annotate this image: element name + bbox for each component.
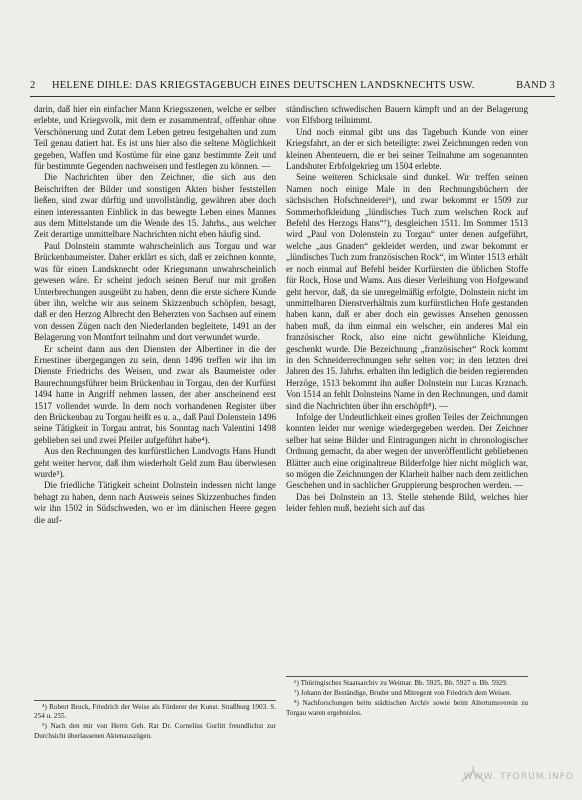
footnote: ⁵) Nach den mir von Herrn Geh. Rat Dr. Cornelius Gurlitt freundlichst zur Durchsicht überlassenen Aktenauszügen. [34, 722, 276, 740]
paragraph: Die friedliche Tätigkeit scheint Dolnstein indessen nicht lange behagt zu haben, denn nach Ausweis seines Skizzenbuches finden wir ihn 1502 in Südschweden, wo er im dänischen Heere gegen die auf- [34, 480, 276, 525]
paragraph: Er scheint dann aus den Diensten der Albertiner in die der Ernestiner übergegangen zu sein, denn 1496 treffen wir ihn im Dienste Friedrichs des Weisen, und zwar als Baumeister oder Baurechnungsführer beim Brückenbau in Torgau, den der Kurfürst 1494 hatte in Angriff nehmen lassen, der aber anscheinend erst 1517 vollendet wurde. In dem noch vorhandenen Register über den Brückenbau zu Torgau heißt es u. a., daß Paul Dolenstein 1496 seine Tätigkeit in Torgau antrat, bis Sonntag nach Valentini 1498 geblieben sei und zwei Pfeiler aufgeführt habe⁴). [34, 343, 276, 445]
volume-label: BAND 3 [516, 80, 555, 91]
paragraph: Die Nachrichten über den Zeichner, die sich aus den Beischriften der Bilder und sonstigen Akten bisher feststellen ließen, sind zwar dürftig und unvollständig, gewähren aber doch einen interessanten Einblick in das bewegte Leben eines Mannes aus dem Mittelstande um die Wende des 15. Jahrhs., aus welcher Zeit derartige unmittelbare Nachrichten nicht eben häufig sind. [34, 172, 276, 240]
running-header [30, 80, 555, 94]
paragraph: Aus den Rechnungen des kurfürstlichen Landvogts Hans Hundt geht weiter hervor, daß ihm wiederholt Geld zum Bau überwiesen wurde⁵). [34, 446, 276, 479]
footnotes-left [34, 703, 276, 742]
right-column [286, 104, 528, 515]
left-column [34, 104, 276, 526]
paragraph: ständischen schwedischen Bauern kämpft und an der Belagerung von Elfsborg teilnimmt. [286, 104, 528, 126]
footnote: ⁸) Nachforschungen beim städtischen Archiv sowie beim Altertumsverein zu Torgau waren ergebnislos. [286, 699, 528, 717]
paragraph: Und noch einmal gibt uns das Tagebuch Kunde von einer Kriegsfahrt, an der er sich beteiligte: zwei Zeichnungen reden von kleinen Abenteuern, die er bei seiner Teilnahme am sogenannten Landshuter Erbfolgekrieg um 1504 erlebte. [286, 126, 528, 172]
paragraph: Infolge der Undeutlichkeit eines großen Teiles der Zeichnungen konnten leider nur wenige wiedergegeben werden. Der Zeichner selber hat seine Bilder und Eintragungen nicht in chronologischer Ordnung gemacht, da aber wegen der unveröffentlicht gebliebenen Blätter auch eine originaltreue Bilderfolge hier nicht möglich war, so mögen die Zeichnungen der Klarheit halber nach dem zeitlichen Geschehen und in sachlicher Gruppierung besprochen werden. — [286, 411, 528, 491]
footnotes-right [286, 679, 528, 719]
footnote: ⁶) Thüringisches Staatsarchiv zu Weimar. Bb. 5925, Bb. 5927 u. Bb. 5929. [294, 679, 508, 687]
running-title: HELENE DIHLE: DAS KRIEGSTAGEBUCH EINES DEUTSCHEN LANDSKNECHTS USW. [52, 80, 475, 91]
footnote-rule-left [34, 700, 276, 701]
paragraph: Paul Dolnstein stammte wahrscheinlich aus Torgau und war Brückenbaumeister. Daher erklärt es sich, daß er zeichnen konnte, was für einen Landsknecht oder Kriegsmann unwahrscheinlich gewesen wäre. Er scheint jedoch seinen Beruf nur mit großen Unterbrechungen ausgeübt zu haben, denn die erste sichere Kunde über ihn, welche wir aus seinem Skizzenbuch schöpfen, besagt, daß er den Herzog Albrecht den Beherzten von Sachsen auf einem von dessen Zügen nach den Niederlanden begleitete, 1491 an der Belagerung von Montfort teilnahm und dort verwundet wurde. [34, 240, 276, 343]
paragraph: Seine weiteren Schicksale sind dunkel. Wir treffen seinen Namen noch einige Male in den Rechnungsbüchern der sächsischen Hofschneiderei⁶), und zwar bekommt er 1509 zur Sommerhofkleidung „lündisches Tuch zum welschen Rock auf Befehl des Herzogs Hans“⁷), desgleichen 1511. Im Sommer 1513 wird „Paul von Dolenstein zu Torgau“ unter denen aufgeführt, welche „aus Gnaden“ gekleidet werden, und zwar bekommt er „lündisches Tuch zum französischen Rock“, im Winter 1513 erhält er noch einmal auf Befehl beider Kurfürsten die üblichen Stoffe für Rock, Hose und Wams. Aus dieser Verleihung von Hofgewand geht hervor, daß, da sie unregelmäßig erfolgte, Dolnstein nicht im unmittelbaren Dienstverhältnis zum kurfürstlichen Hofe gestanden haben kann, daß er aber doch ein gewisses Ansehen genossen haben muß, da ihm einmal ein welscher, ein anderes Mal ein französischer Rock, also eine nicht gewöhnliche Kleidung, geschenkt wurde. Die Bezeichnung „französischer“ Rock kommt in den Schneiderrechnungen sehr selten vor; in den letzten drei Jahren des 15. Jahrhs. erhalten ihn lediglich die beiden regierenden Herzöge, 1513 bekommt ihn außer Dolnstein nur Lucas Krznach. Von 1514 an fehlt Dolnsteins Name in den Rechnungen, und damit sind die Nachrichten über ihn erschöpft⁸). — [286, 172, 528, 411]
footnote-rule-right [286, 676, 528, 677]
footnote: ⁴) Robert Bruck, Friedrich der Weise als Förderer der Kunst. Straßburg 1903. S. 254 u. 255. [34, 703, 276, 721]
paragraph: darin, daß hier ein einfacher Mann Kriegsszenen, welche er selber erlebte, und Kriegsvolk, mit dem er zusammentraf, offenbar ohne Verschönerung und Zutat dem Leben getreu festgehalten und zum Teil genau datiert hat. Es ist uns hier also die seltene Möglichkeit gegeben, Waffen und Kostüme für eine ganz bestimmte Zeit und für bestimmte Gegenden nachweisen und festlegen zu können. — [34, 104, 276, 172]
footnote: ⁷) Johann der Beständige, Bruder und Mitregent von Friedrich dem Weisen. [294, 689, 512, 698]
paragraph: Das bei Dolnstein an 13. Stelle stehende Bild, welches hier leider fehlen muß, bezieht sich auf das [286, 491, 528, 514]
page-number: 2 [30, 80, 36, 91]
watermark: WWW. TFORUM.INFO [463, 772, 574, 782]
header-rule [30, 96, 555, 97]
